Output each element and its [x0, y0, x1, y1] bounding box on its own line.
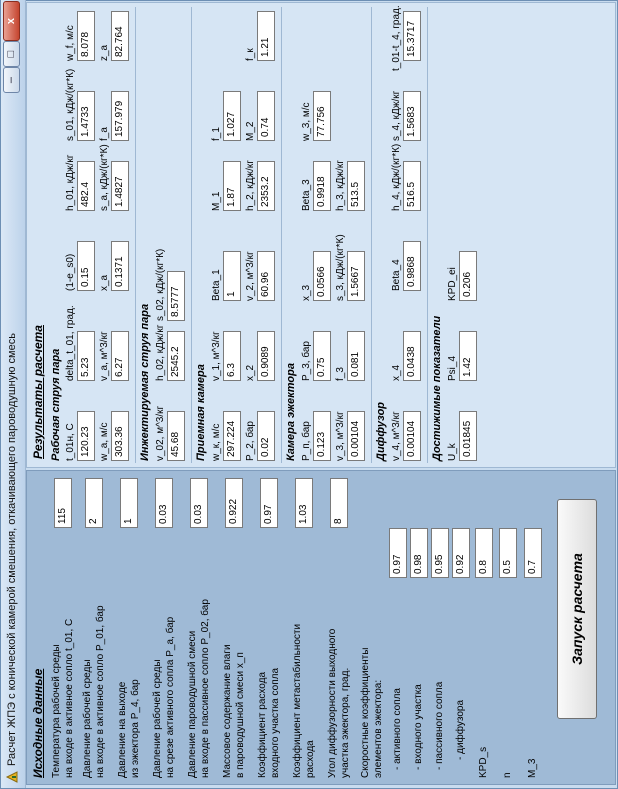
ejector-chamber-title: Камера эжектора [285, 363, 297, 461]
run-calculation-button[interactable] [557, 499, 597, 719]
res-label: t_01-t_4, град. [391, 5, 402, 71]
res-value: 1.027 [223, 91, 241, 141]
res-label: s_a, кДж/(кг*К) [99, 144, 110, 211]
injected-stream-title: Инжектируемая струя пара [139, 303, 151, 461]
res-value: 303.36 [111, 411, 129, 461]
res-value: 77.756 [313, 91, 331, 141]
res-value: 0.1371 [111, 241, 129, 291]
angle-label-1: Угол диффузорности выходного [327, 628, 338, 778]
res-label: delta_t_01, град. [65, 305, 76, 381]
working-stream-title: Рабочая струя пара [50, 348, 62, 461]
maximize-button[interactable] [3, 41, 20, 67]
res-label: h_02, кДж/кг [155, 324, 166, 381]
res-label: v_4, м^3/кг [391, 411, 402, 461]
maximize-icon: □ [5, 50, 17, 58]
res-value: 482.4 [77, 161, 95, 211]
n-label: n [502, 772, 513, 778]
t01-label-1: Температура рабочей среды [51, 644, 62, 778]
divider [281, 7, 282, 463]
res-value: 0.9868 [403, 241, 421, 291]
res-label: w_f, м/с [65, 25, 76, 61]
res-value: 516.5 [403, 161, 421, 211]
phi-active-label: - активного сопла [392, 688, 403, 770]
title-bar[interactable] [1, 0, 26, 788]
res-label: P_2, бар [245, 421, 256, 461]
res-label: f_1 [211, 127, 222, 141]
res-value: 120.23 [77, 411, 95, 461]
res-value: 297.224 [223, 411, 241, 461]
res-label: M_1 [211, 191, 222, 211]
res-value: 6.27 [111, 331, 129, 381]
divider [191, 7, 192, 463]
pa-input[interactable]: 0.03 [155, 478, 173, 528]
meta-label-1: Коэффициент метастабильности [292, 623, 303, 778]
res-label: (1-e_s0) [65, 253, 76, 291]
angle-label-2: участка эжектора, град. [340, 667, 351, 778]
res-label: h_2, кДж/кг [245, 160, 256, 211]
xp-input[interactable]: 0.922 [225, 478, 243, 528]
res-label: Psi_4 [447, 355, 458, 381]
res-value: 0.206 [459, 251, 477, 301]
res-label: h_01, кДж/кг [65, 154, 76, 211]
res-value: 0.02 [257, 411, 275, 461]
res-value: 1.5683 [403, 91, 421, 141]
res-label: x_a [99, 274, 110, 291]
res-value: 0.123 [313, 411, 331, 461]
mu-label-1: Коэффициент расхода [257, 671, 268, 778]
res-value: 45.68 [167, 411, 185, 461]
run-button-label: Запуск расчета [569, 553, 585, 665]
res-value: 1.87 [223, 161, 241, 211]
res-value: 8.5777 [167, 271, 185, 321]
t01-label-2: на входе в активное сопло t_01, С [64, 618, 75, 778]
res-label: U_k [447, 443, 458, 461]
mu-input[interactable]: 0.97 [260, 478, 278, 528]
p4-input[interactable]: 1 [120, 478, 138, 528]
res-value: 82.764 [111, 11, 129, 61]
res-value: 0.75 [313, 331, 331, 381]
close-icon: x [5, 17, 17, 25]
phi-inlet-label: - входного участка [413, 684, 424, 770]
receiving-chamber-title: Приемная камера [195, 364, 207, 461]
res-value: 8.078 [77, 11, 95, 61]
kpd-s-label: KPD_s [478, 746, 489, 778]
results-header: Результаты расчета [31, 325, 45, 459]
res-label: f_3 [335, 367, 346, 381]
p01-label-2: на входе в активное сопло P_01, бар [95, 605, 106, 778]
angle-input[interactable]: 8 [330, 478, 348, 528]
speed-coef-label-2: элементов эжектора: [373, 679, 384, 778]
m3-label: M_3 [527, 758, 538, 778]
res-value: 0.00104 [347, 411, 365, 461]
input-header: Исходные данные [31, 668, 45, 778]
res-value: 6.3 [223, 331, 241, 381]
res-value: 1.4733 [77, 91, 95, 141]
speed-coef-label-1: Скоростные коэффициенты [360, 647, 371, 778]
res-label: f_к [245, 48, 256, 61]
res-label: x_3 [301, 284, 312, 301]
phi-active-input[interactable]: 0.97 [389, 528, 407, 578]
res-label: Beta_3 [301, 179, 312, 211]
m3-input[interactable]: 0.7 [524, 528, 542, 578]
res-value: 2545.2 [167, 331, 185, 381]
res-label: P_п, бар [301, 421, 312, 461]
res-value: 0.01845 [459, 411, 477, 461]
res-value: 1 [223, 251, 241, 301]
p02-label-2: на входе в пассивное сопло P_02, бар [200, 599, 211, 778]
divider [427, 7, 428, 463]
divider [371, 7, 372, 463]
res-label: Beta_1 [211, 269, 222, 301]
res-value: 1.4827 [111, 161, 129, 211]
res-value: 0.9918 [313, 161, 331, 211]
res-label: z_a [99, 44, 110, 61]
res-label: f_a [99, 127, 110, 141]
res-value: 157.979 [111, 91, 129, 141]
res-value: 0.74 [257, 91, 275, 141]
res-value: 1.21 [257, 11, 275, 61]
phi-diff-input[interactable]: 0.92 [452, 528, 470, 578]
res-label: Beta_4 [391, 259, 402, 291]
res-label: s_01, кДж/(кг*К) [65, 68, 76, 141]
close-button[interactable] [3, 1, 20, 41]
results-panel [26, 2, 616, 468]
res-label: h_3, кДж/кг [335, 160, 346, 211]
res-label: t_01н, С [65, 423, 76, 461]
res-value: 0.081 [347, 331, 365, 381]
res-label: x_4 [391, 364, 402, 381]
p01-input[interactable]: 2 [85, 478, 103, 528]
res-value: 1.42 [459, 331, 477, 381]
phi-passive-input[interactable]: 0.95 [431, 528, 449, 578]
xp-label-1: Массовое содержание влаги [222, 644, 233, 778]
res-label: h_4, кДж/(кг*К) [391, 143, 402, 211]
res-label: P_3, бар [301, 341, 312, 381]
res-value: 513.5 [347, 161, 365, 211]
p01-label-1: Давление рабочей среды [82, 659, 93, 778]
res-label: s_4, кДж/кг [391, 90, 402, 141]
res-label: v_1, м^3/кг [211, 331, 222, 381]
app-icon [5, 770, 19, 784]
minimize-icon: – [5, 76, 17, 84]
p02-label-1: Давление пароводушной смеси [187, 630, 198, 778]
xp-label-2: в пароводушной смеси x_п [235, 652, 246, 778]
t01-input[interactable]: 115 [54, 478, 72, 528]
meta-input[interactable]: 1.03 [295, 478, 313, 528]
res-label: s_02, кДж/(кг*К) [155, 248, 166, 321]
res-label: v_02, м^3/кг [155, 405, 166, 461]
res-label: v_3, м^3/кг [335, 411, 346, 461]
res-value: 15.3717 [403, 11, 421, 61]
res-value: 2353.2 [257, 161, 275, 211]
phi-inlet-input[interactable]: 0.98 [410, 528, 428, 578]
res-label: M_2 [245, 121, 256, 141]
res-label: v_a, м^3/кг [99, 331, 110, 381]
pa-label-2: на срезе активного сопла P_a, бар [165, 616, 176, 778]
meta-label-2: расхода [305, 740, 316, 778]
res-value: 0.0438 [403, 331, 421, 381]
res-label: s_3, кДж/(кг*К) [335, 234, 346, 301]
minimize-button[interactable] [3, 67, 20, 93]
res-value: 0.0566 [313, 251, 331, 301]
res-value: 0.9089 [257, 331, 275, 381]
mu-label-2: входного участка сопла [270, 668, 281, 778]
res-value: 60.96 [257, 251, 275, 301]
res-label: w_a, м/с [99, 422, 110, 461]
p4-label-1: Давление на выходе [117, 681, 128, 778]
pa-label-1: Давление рабочей среды [152, 659, 163, 778]
window-title: Расчет ЖПЭ с конической камерой смешения, откачивающего пароводушную смесь [6, 333, 18, 766]
p02-input[interactable]: 0.03 [190, 478, 208, 528]
res-label: w_3, м/с [301, 102, 312, 141]
achievable-title: Достижимые показатели [431, 315, 443, 461]
p4-label-2: из эжектора P_4, бар [130, 679, 141, 778]
res-label: w_к, м/с [211, 423, 222, 461]
res-value: 5.23 [77, 331, 95, 381]
res-value: 0.00104 [403, 411, 421, 461]
phi-diff-label: - диффузора [455, 699, 466, 760]
res-value: 0.15 [77, 241, 95, 291]
diffuser-title: Диффузор [375, 401, 387, 461]
kpd-s-input[interactable]: 0.8 [475, 528, 493, 578]
divider [135, 7, 136, 463]
res-label: KPD_ei [447, 267, 458, 301]
phi-passive-label: - пассивного сопла [434, 681, 445, 770]
input-panel [26, 470, 616, 785]
res-label: x_2 [245, 364, 256, 381]
res-label: v_2, м^3/кг [245, 251, 256, 301]
n-input[interactable]: 0.5 [499, 528, 517, 578]
res-value: 1.5667 [347, 251, 365, 301]
